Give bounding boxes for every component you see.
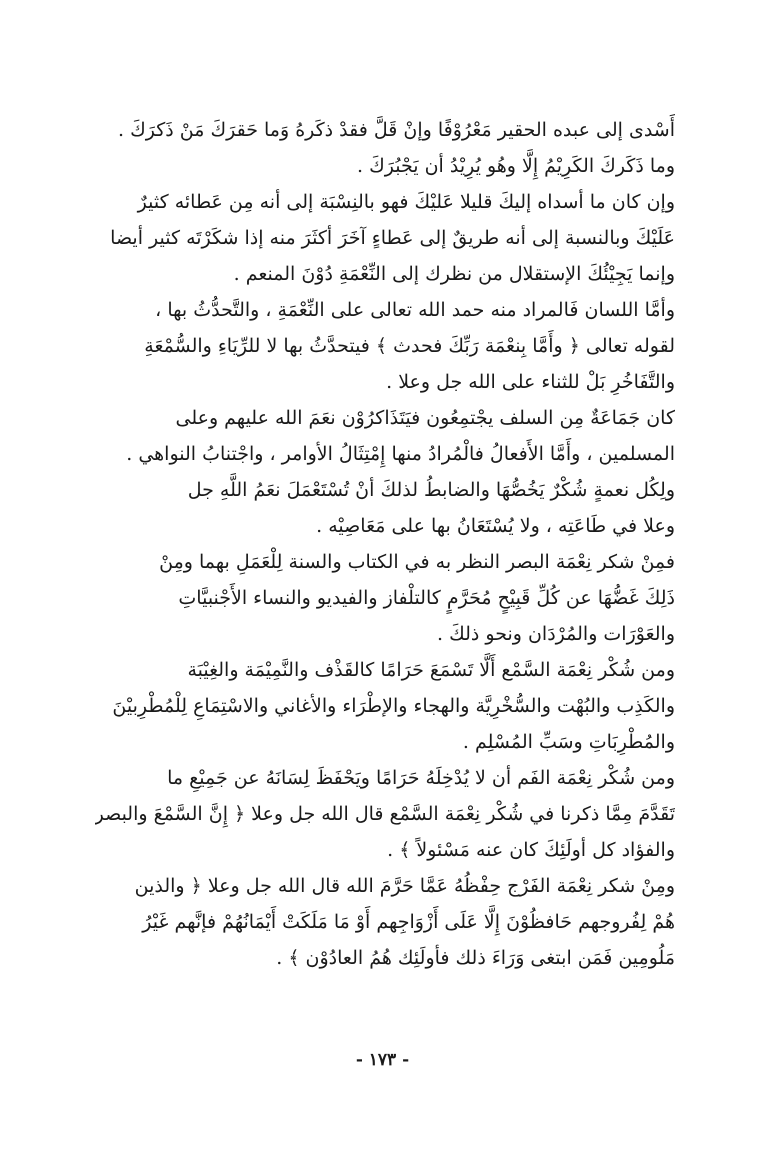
text-line: والعَوْرَات والمُرْدَان ونحو ذلكَ . (437, 623, 675, 645)
text-line: مَلُومِين فَمَن ابتغى وَرَاءَ ذلك فأولَئِك هُمُ العادُوْن ﴾ . (276, 947, 675, 969)
text-line: والتَّفَاخُرِ بَلْ للثناء على الله جل وعلا . (386, 371, 675, 393)
text-line: وما ذَكَركَ الكَرِيْمُ إِلَّا وهُو يُرِيْدُ أن يَجْبُرَكَ . (357, 155, 675, 177)
text-line: والفؤاد كل أولَئِكَ كان عنه مَسْئولاً ﴾ . (387, 839, 675, 861)
text-line: ذَلِكَ غَضُّهَا عن كُلِّ قَبِيْحٍ مُحَرَّمٍ كالتلْفاز والفيديو والنساء الأَجْنبيَّاتِ (178, 587, 675, 609)
text-line: لقوله تعالى ﴿ وأَمَّا بِنعْمَة رَبِّكَ فحدث ﴾ فيتحدَّثُ بها لا للرِّيَاءِ والسُّمْعَةِ (144, 335, 675, 357)
text-line: عَلَيْكَ وبالنسبة إلى أنه طريقٌ إلى عَطاءٍ آخَرَ أكثَرَ منه إذا شكَرْتَه كثير أيضا (110, 227, 675, 249)
text-line: هُمْ لِفُروجهم حَافظُوْنَ إِلَّا عَلَى أَزْوَاجِهم أَوْ مَا مَلَكَتْ أَيْمَانُهُمْ فإنَّهم غَيْرُ (142, 911, 675, 933)
text-line: ومِنْ شكر نِعْمَة الفَرْج حِفْظُهُ عَمَّا حَرَّمَ الله قال الله جل وعلا ﴿ والذين (134, 875, 675, 897)
body-text (95, 112, 675, 976)
text-line: فمِنْ شكر نِعْمَة البصر النظر به في الكتاب والسنة لِلْعَمَلِ بهما ومِنْ (159, 551, 675, 573)
text-line: ومن شُكْر نِعْمَة السَّمْع أَلَّا تَسْمَعَ حَرَامًا كالقَذْف والنَّمِيْمَة والغِيْبَة (187, 659, 675, 681)
text-line: والمُطْرِبَاتِ وسَبِّ المُسْلِم . (462, 731, 675, 753)
text-line: ومن شُكْر نِعْمَة الفَم أن لا يُدْخِلَهُ حَرَامًا ويَحْفَظَ لِسَانَهُ عن جَمِيْعِ ما (167, 767, 675, 789)
text-line: المسلمين ، وأَمَّا الأَفعالُ فالْمُرادُ منها إِمْتِثَالُ الأوامر ، واجْتنابُ النواهي . (126, 443, 675, 465)
text-line: كان جَمَاعَةٌ مِن السلف يجْتمِعُون فيَتَذَاكرُوْن نعَمَ الله عليهم وعلى (175, 407, 675, 429)
text-line: أَسْدى إلى عبده الحقير مَعْرُوْفًا وإنْ قَلَّ فقدْ ذكَرهُ وَما حَقرَكَ مَنْ ذَكرَكَ . (118, 119, 675, 141)
text-line: ولِكُل نعمةٍ شُكْرٌ يَخُصُّهَا والضابطُ لذلكَ أنْ تُسْتَعْمَلَ نعَمُ اللَّهِ جل (187, 479, 675, 501)
text-line: وإنما يَجِيْئُكَ الإستقلال من نظرك إلى النِّعْمَةِ دُوْنَ المنعم . (233, 263, 675, 285)
text-line: وإن كان ما أسداه إليكَ قليلا عَليْكَ فهو بالنِسْبَة إلى أنه مِن عَطائه كثيرٌ (137, 191, 675, 213)
text-line: وأمَّا اللسان فَالمراد منه حمد الله تعالى على النِّعْمَةِ ، والتَّحدُّثُ بها ، (155, 299, 675, 321)
text-line: وعلا في طَاعَتِه ، ولا يُسْتَعَانُ بها على مَعَاصِيْه . (316, 515, 675, 537)
text-line: والكَذِب والبُهْت والسُّخْرِيَّة والهجاء والإطْرَاء والأغاني والاسْتِمَاعِ لِلْمُطْرِبيْنَ (112, 695, 675, 717)
text-line: تَقَدَّمَ مِمَّا ذكرنا في شُكْر نِعْمَة السَّمْع قال الله جل وعلا ﴿ إِنَّ السَّمْعَ والبصر (95, 803, 675, 825)
page-number: - ١٧٣ - (355, 1050, 410, 1070)
